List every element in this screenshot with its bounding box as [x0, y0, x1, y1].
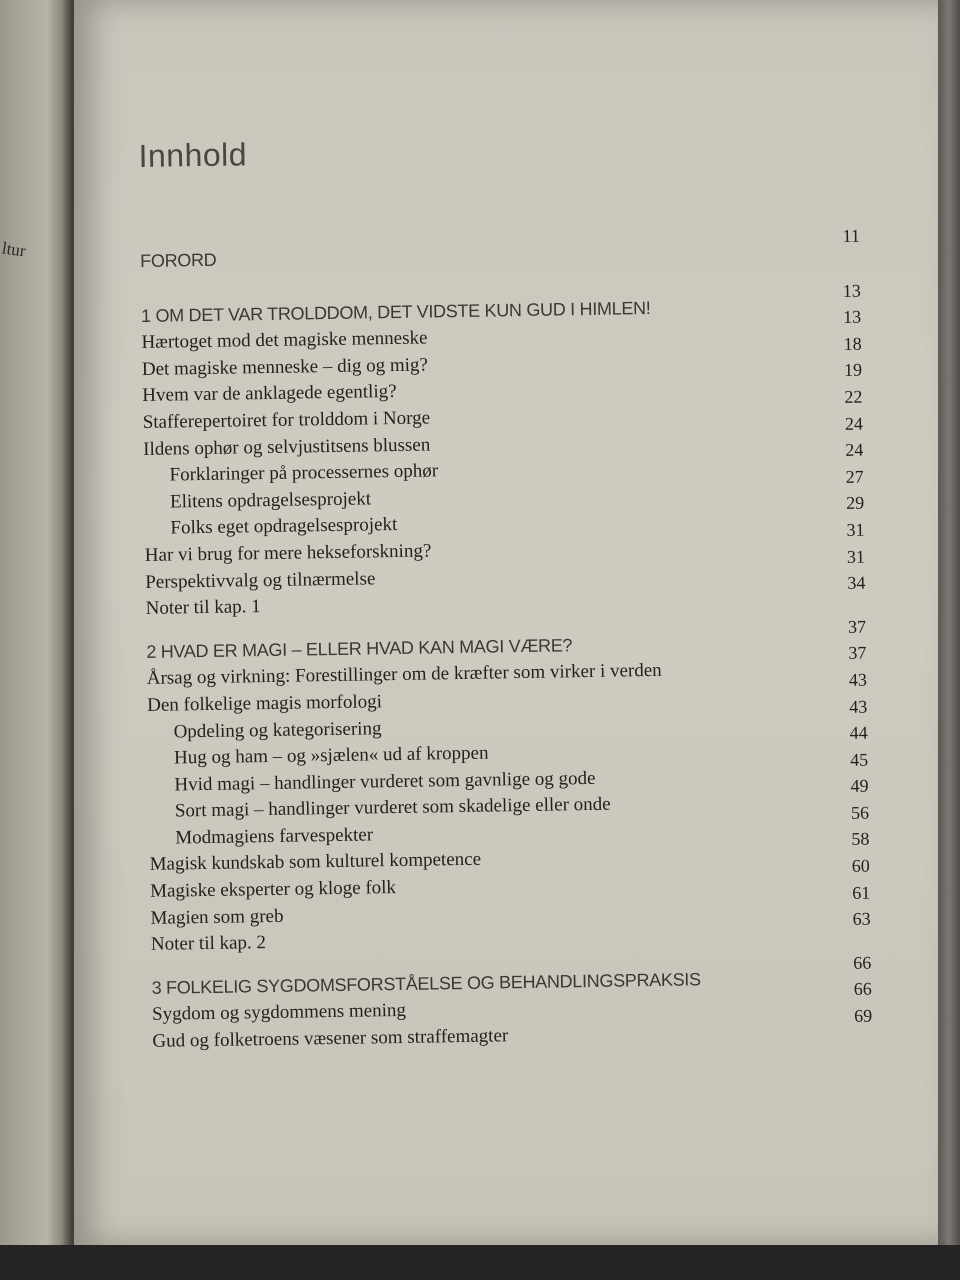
toc-entry-page-number: 13: [843, 306, 862, 328]
toc-entry-page-number: 22: [844, 386, 863, 407]
toc-entry-page-number: 31: [846, 546, 866, 567]
toc-entry-page-number: 11: [842, 225, 861, 246]
toc-section: [140, 280, 866, 624]
toc-entry-page-number: 43: [848, 669, 868, 690]
toc-entry-label: Noter til kap. 2: [150, 932, 267, 956]
toc-entry-page-number: 43: [849, 696, 868, 717]
left-page-text-fragment: ltur: [0, 238, 27, 261]
toc-entry-label: 3 FOLKELIG SYGDOMSFORSTÅELSE OG BEHANDLINGSPRAKSIS: [151, 969, 701, 998]
toc-entry-label: Modmagiens farvespekter: [175, 824, 374, 849]
toc-section: [140, 225, 861, 278]
toc-section: [151, 952, 873, 1057]
toc-entry-label: 2 HVAD ER MAGI – ELLER HVAD KAN MAGI VÆRE?: [146, 634, 573, 662]
toc-entry-page-number: 31: [846, 519, 865, 540]
toc-entry-page-number: 66: [853, 952, 872, 973]
toc-entry-label: Magien som greb: [150, 905, 284, 929]
toc-entry-label: Har vi brug for mere hekseforskning?: [144, 540, 432, 566]
toc-entry-page-number: 58: [851, 829, 870, 850]
toc-entry-page-number: 18: [843, 333, 862, 354]
toc-entry-page-number: 56: [850, 802, 870, 823]
toc-entry-label: Ildens ophør og selvjustitsens blussen: [143, 434, 431, 460]
toc-entry-label: Folks eget opdragelsesprojekt: [170, 514, 398, 539]
toc-entry-page-number: 44: [849, 722, 868, 743]
toc-entry-label: Hvid magi – handlinger vurderet som gavnlige og gode: [174, 767, 596, 796]
toc-entry-page-number: 49: [850, 775, 869, 797]
toc-entry-page-number: 24: [845, 439, 864, 461]
table-of-contents: [138, 109, 873, 1075]
toc-section: [146, 616, 871, 960]
toc-entry-label: Den folkelige magis morfologi: [147, 691, 383, 716]
toc-entry-page-number: 29: [845, 492, 865, 514]
toc-entry-page-number: 37: [847, 616, 867, 637]
toc-title: Innhold: [138, 136, 248, 174]
toc-list: [140, 225, 873, 1058]
toc-entry-label: Hug og ham – og »sjælen« ud af kroppen: [173, 742, 489, 769]
toc-entry-page-number: 37: [848, 642, 867, 664]
toc-entry-label: Hærtoget mod det magiske menneske: [141, 327, 428, 354]
toc-entry-label: Sygdom og sygdommens mening: [151, 1000, 407, 1026]
right-page-edge: [938, 0, 960, 1250]
toc-entry-label: Magisk kundskab som kulturel kompetence: [149, 849, 482, 876]
toc-chapter-heading: [140, 225, 861, 278]
toc-entry-page-number: 19: [843, 360, 863, 381]
toc-entry-label: Stafferepertoiret for trolddom i Norge: [142, 407, 431, 433]
toc-entry-label: Det magiske menneske – dig og mig?: [141, 354, 429, 380]
toc-entry-label: Elitens opdragelsesprojekt: [169, 488, 372, 513]
toc-entry-page-number: 63: [852, 908, 871, 930]
toc-entry-page-number: 34: [847, 572, 866, 594]
toc-entry-label: Gud og folketroens væsener som straffemagter: [152, 1025, 509, 1052]
toc-entry-label: FORORD: [140, 249, 217, 271]
toc-entry-page-number: 61: [852, 882, 871, 903]
toc-entry-label: Forklaringer på processernes ophør: [169, 460, 439, 486]
toc-entry-page-number: 69: [854, 1005, 873, 1026]
toc-entry-label: Perspektivvalg og tilnærmelse: [145, 567, 376, 593]
toc-entry-page-number: 13: [842, 280, 861, 301]
toc-entry-label: Magiske eksperter og kloge folk: [149, 877, 397, 902]
toc-entry-page-number: 60: [851, 855, 870, 876]
bottom-background: [0, 1245, 960, 1280]
toc-entry-page-number: 45: [849, 749, 869, 770]
toc-entry-page-number: 27: [845, 466, 864, 487]
toc-entry-page-number: 24: [844, 413, 864, 434]
toc-entry-label: Sort magi – handlinger vurderet som skadelige eller onde: [174, 793, 611, 822]
toc-entry-label: Noter til kap. 1: [145, 596, 261, 620]
toc-entry-label: Hvem var de anklagede egentlig?: [142, 381, 397, 407]
toc-entry-label: Årsag og virkning: Forestillinger om de kræfter som virker i verden: [146, 660, 662, 690]
toc-entry-label: Opdeling og kategorisering: [173, 717, 382, 743]
toc-entry-page-number: 66: [853, 979, 872, 1000]
book-page: [74, 0, 940, 1245]
toc-entry-label: 1 OM DET VAR TROLDDOM, DET VIDSTE KUN GUD I HIMLEN!: [140, 297, 651, 326]
